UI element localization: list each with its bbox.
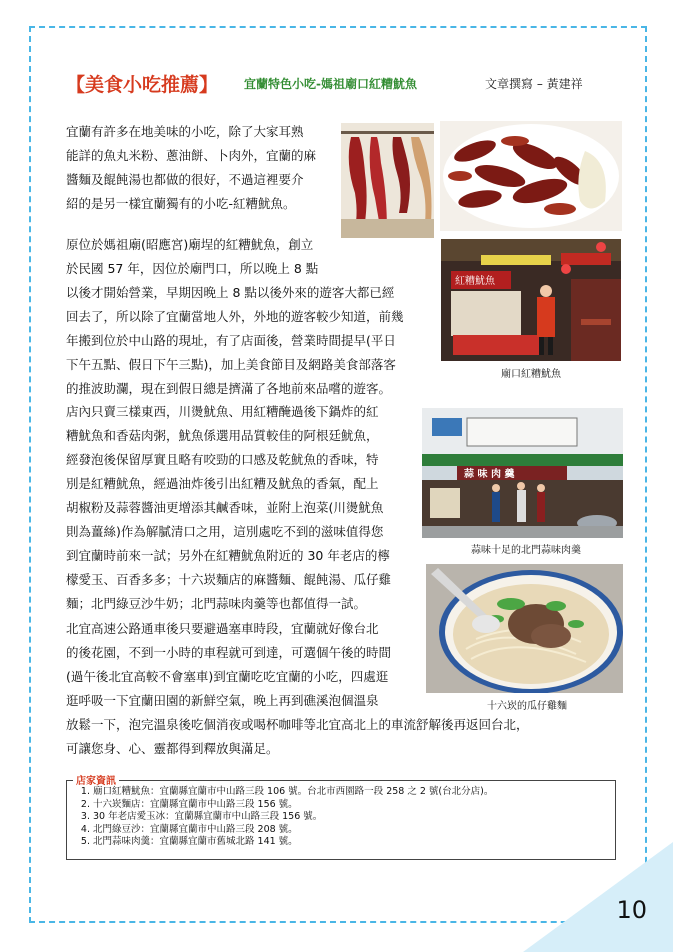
- shop-sign-text: 紅糟魷魚: [455, 276, 495, 287]
- text-line: 的後花園，不到一小時的車程就可到達，可選個午後的時間: [66, 645, 392, 660]
- text-line: 到宜蘭時前來一試；另外在紅糟魷魚附近的 30 年老店的檸: [66, 548, 390, 563]
- text-line: 糟魷魚和香菇肉粥，魷魚係選用品質較佳的阿根廷魷魚，: [66, 428, 379, 443]
- noodle-bowl-photo: [426, 564, 623, 693]
- shop-info-list: [79, 786, 493, 849]
- text-line: 宜蘭有許多在地美味的小吃，除了大家耳熟: [66, 124, 304, 139]
- text-line: 醬麵及餛飩湯也都做的很好，不過這裡要介: [66, 172, 304, 187]
- hanging-squid-photo: [341, 123, 434, 238]
- text-line: 可讓您身、心、靈都得到釋放與滿足。: [66, 741, 279, 756]
- text-line: 則為薑絲)作為解膩清口之用，這別處吃不到的滋味值得您: [66, 524, 384, 539]
- text-line: 年搬到位於中山路的現址，有了店面後，營業時間提早(平日: [66, 333, 396, 348]
- text-line: 胡椒粉及蒜蓉醬油更增添其鹹香味，並附上泡菜(川燙魷魚: [66, 500, 384, 515]
- text-line: 能詳的魚丸米粉、蔥油餅、卜肉外，宜蘭的麻: [66, 148, 317, 163]
- text-line: 紹的是另一樣宜蘭獨有的小吃-紅糟魷魚。: [66, 196, 296, 211]
- caption-noodle: 十六崁的瓜仔雞麵: [487, 701, 567, 712]
- article-header: [66, 70, 626, 96]
- shop-info-title: 店家資訊: [73, 772, 119, 787]
- page-number: 10: [616, 896, 647, 924]
- list-item: 5. 北門蒜味肉羹：宜蘭縣宜蘭市舊城北路 141 號。: [93, 836, 493, 849]
- text-line: (過午後北宜高較不會塞車)到宜蘭吃吃宜蘭的小吃，四處逛: [66, 669, 389, 684]
- list-item: 3. 30 年老店愛玉冰：宜蘭縣宜蘭市中山路三段 156 號。: [93, 811, 493, 824]
- article-subtitle: 宜蘭特色小吃-媽祖廟口紅糟魷魚: [244, 77, 417, 91]
- text-line: 放鬆一下，泡完溫泉後吃個消夜或喝杯咖啡等北宜高北上的車流舒解後再返回台北，: [66, 717, 529, 732]
- text-line: 以後才開始營業，早期因晚上 8 點以後外來的遊客大都已經: [66, 285, 395, 300]
- text-line: 逛呼吸一下宜蘭田園的新鮮空氣，晚上再到礁溪泡個溫泉: [66, 693, 379, 708]
- shop-sign-text: 蒜 味 肉 羹: [464, 469, 515, 480]
- section-title: 【美食小吃推薦】: [66, 74, 219, 96]
- paragraph-3: [66, 400, 391, 616]
- list-item: 2. 十六崁麵店：宜蘭縣宜蘭市中山路三段 156 號。: [93, 799, 493, 812]
- text-line: 店內只賣三樣東西，川燙魷魚、用紅糟醃過後下鍋炸的紅: [66, 404, 379, 419]
- paragraph-1: [66, 120, 316, 216]
- street-shop-photo: [422, 408, 623, 538]
- caption-rougeng: 蒜味十足的北門蒜味肉羹: [471, 545, 581, 556]
- shop-info-box: [66, 776, 616, 860]
- article-author: 文章撰寫 – 黃建祥: [485, 77, 583, 91]
- paragraph-2: [66, 233, 404, 401]
- fried-squid-photo: [440, 121, 622, 231]
- caption-shop: 廟口紅糟魷魚: [501, 369, 561, 380]
- storefront-photo: [441, 239, 621, 361]
- list-item: 1. 廟口紅糟魷魚：宜蘭縣宜蘭市中山路三段 106 號。台北市西園路一段 258 之 2 號(台北分店)。: [93, 786, 493, 799]
- text-line: 麵；北門綠豆沙牛奶；北門蒜味肉羹等也都值得一試。: [66, 596, 367, 611]
- text-line: 的推波助瀾，現在到假日總是擠滿了各地前來品嚐的遊客。: [66, 381, 392, 396]
- text-line: 回去了，所以除了宜蘭當地人外，外地的遊客較少知道，前幾: [66, 309, 404, 324]
- text-line: 別是紅糟魷魚，經過油炸後引出紅糟及魷魚的香氣，配上: [66, 476, 379, 491]
- list-item: 4. 北門綠豆沙：宜蘭縣宜蘭市中山路三段 208 號。: [93, 824, 493, 837]
- text-line: 北宜高速公路通車後只要避過塞車時段，宜蘭就好像台北: [66, 621, 379, 636]
- text-line: 檬愛玉、百香多多；十六崁麵店的麻醬麵、餛飩湯、瓜仔雞: [66, 572, 392, 587]
- text-line: 下午五點、假日下午三點)，加上美食節目及網路美食部落客: [66, 357, 396, 372]
- text-line: 原位於媽祖廟(昭應宮)廟埕的紅糟魷魚，創立: [66, 237, 314, 252]
- text-line: 經發泡後保留厚實且略有咬勁的口感及乾魷魚的香味，特: [66, 452, 379, 467]
- text-line: 於民國 57 年，因位於廟門口，所以晚上 8 點: [66, 261, 319, 276]
